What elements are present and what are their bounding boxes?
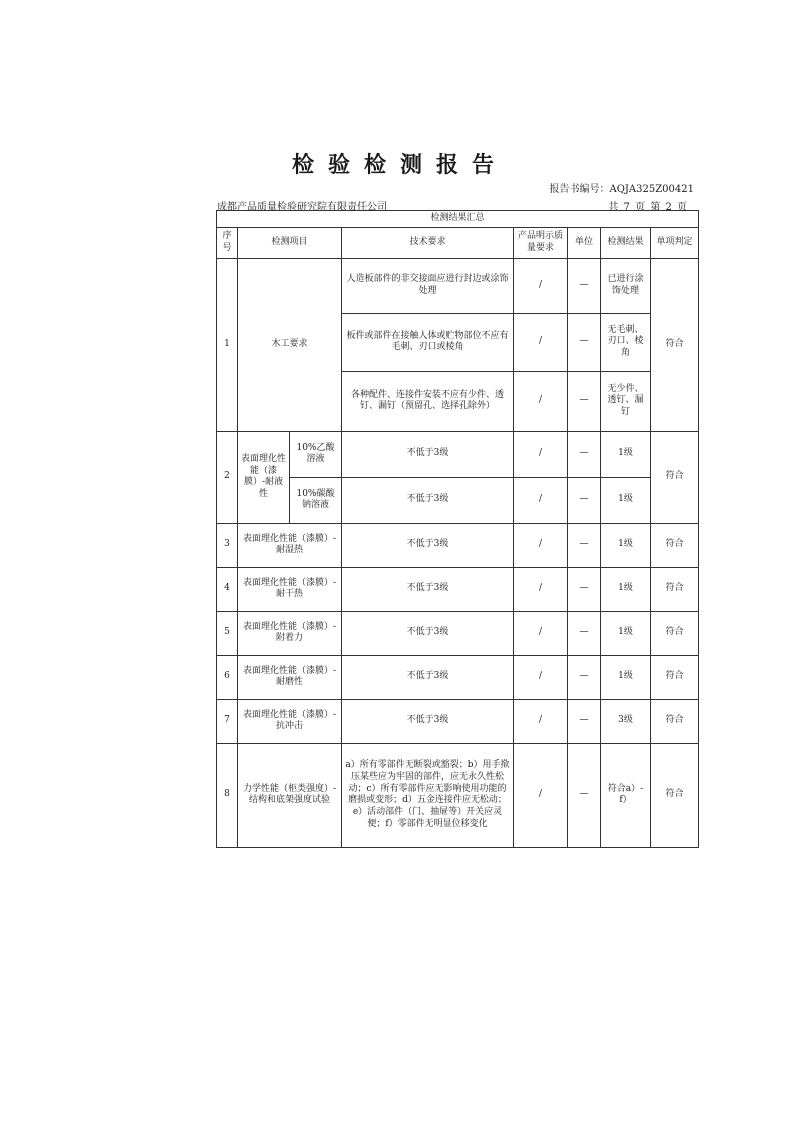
- row-result: 1级: [601, 655, 651, 699]
- row-result: 3级: [601, 699, 651, 743]
- row-item: 表面理化性能（漆膜）-附着力: [238, 611, 342, 655]
- table-row: [217, 699, 699, 743]
- row-requirement: 不低于3级: [342, 655, 514, 699]
- row-claimed: /: [514, 699, 568, 743]
- company-name: 成都产品质量检验研究院有限责任公司: [217, 202, 387, 213]
- row-claimed: /: [514, 655, 568, 699]
- row-no: 5: [217, 611, 238, 655]
- row-claimed: /: [514, 477, 568, 523]
- row-unit: —: [568, 258, 601, 313]
- col-header-no: 序号: [217, 227, 238, 258]
- row-item: 表面理化性能（漆膜）-耐干热: [238, 567, 342, 611]
- row-unit: —: [568, 567, 601, 611]
- row-no: 7: [217, 699, 238, 743]
- row-result: 1级: [601, 431, 651, 477]
- row-unit: —: [568, 655, 601, 699]
- col-header-result: 检测结果: [601, 227, 651, 258]
- table-caption: 检测结果汇总: [217, 211, 699, 228]
- table-row: [217, 477, 699, 523]
- row-item: 表面理化性能（漆膜）-抗冲击: [238, 699, 342, 743]
- row-result: 无毛刺、刃口、棱角: [601, 313, 651, 371]
- row-requirement: 不低于3级: [342, 477, 514, 523]
- row-item: 木工要求: [238, 258, 342, 431]
- row-verdict: 符合: [651, 655, 699, 699]
- row-verdict: 符合: [651, 699, 699, 743]
- col-header-unit: 单位: [568, 227, 601, 258]
- row-unit: —: [568, 523, 601, 567]
- row-result: 已进行涂饰处理: [601, 258, 651, 313]
- row-claimed: /: [514, 258, 568, 313]
- row-verdict: 符合: [651, 258, 699, 431]
- results-table: [216, 210, 699, 848]
- row-claimed: /: [514, 743, 568, 847]
- table-header-row: [217, 227, 699, 258]
- row-requirement: 不低于3级: [342, 523, 514, 567]
- row-requirement: 人造板部件的非交接面应进行封边或涂饰处理: [342, 258, 514, 313]
- table-row: [217, 611, 699, 655]
- table-row: [217, 567, 699, 611]
- row-result: 1级: [601, 611, 651, 655]
- row-requirement: 不低于3级: [342, 611, 514, 655]
- col-header-claimed: 产品明示质量要求: [514, 227, 568, 258]
- row-result: 1级: [601, 567, 651, 611]
- row-result: 1级: [601, 477, 651, 523]
- row-no: 1: [217, 258, 238, 431]
- row-no: 4: [217, 567, 238, 611]
- row-item: 表面理化性能（漆膜）-耐湿热: [238, 523, 342, 567]
- row-no: 3: [217, 523, 238, 567]
- table-row: [217, 523, 699, 567]
- row-claimed: /: [514, 567, 568, 611]
- row-unit: —: [568, 371, 601, 431]
- table-row: [217, 743, 699, 847]
- row-subitem: 10%乙酸溶液: [290, 431, 342, 477]
- row-verdict: 符合: [651, 431, 699, 523]
- row-requirement: 不低于3级: [342, 567, 514, 611]
- table-row: [217, 431, 699, 477]
- table-row: [217, 258, 699, 313]
- col-header-requirement: 技术要求: [342, 227, 514, 258]
- row-verdict: 符合: [651, 567, 699, 611]
- row-requirement: 不低于3级: [342, 699, 514, 743]
- table-row: [217, 655, 699, 699]
- row-requirement: 板件或部件在接触人体或贮物部位不应有毛刺、刃口或棱角: [342, 313, 514, 371]
- row-item: 表面理化性能（漆膜）-耐液性: [238, 431, 290, 523]
- row-claimed: /: [514, 611, 568, 655]
- row-unit: —: [568, 743, 601, 847]
- page-info: 共 7 页 第 2 页: [608, 202, 688, 213]
- report-number: 报告书编号：AQJA325Z00421: [549, 184, 694, 195]
- col-header-item: 检测项目: [238, 227, 342, 258]
- row-unit: —: [568, 313, 601, 371]
- row-unit: —: [568, 611, 601, 655]
- row-requirement: 各种配件、连接件安装不应有少件、透钉、漏钉（预留孔、选择孔除外）: [342, 371, 514, 431]
- row-result: 符合a）-f）: [601, 743, 651, 847]
- row-claimed: /: [514, 313, 568, 371]
- report-title: 检验检测报告: [291, 152, 508, 178]
- row-result: 1级: [601, 523, 651, 567]
- row-verdict: 符合: [651, 523, 699, 567]
- row-claimed: /: [514, 431, 568, 477]
- row-unit: —: [568, 699, 601, 743]
- row-item: 力学性能（柜类强度）-结构和底架强度试验: [238, 743, 342, 847]
- row-no: 8: [217, 743, 238, 847]
- row-claimed: /: [514, 371, 568, 431]
- row-unit: —: [568, 477, 601, 523]
- row-claimed: /: [514, 523, 568, 567]
- row-verdict: 符合: [651, 611, 699, 655]
- row-unit: —: [568, 431, 601, 477]
- col-header-verdict: 单项判定: [651, 227, 699, 258]
- row-requirement: a）所有零部件无断裂或豁裂；b）用手揿压某些应为牢固的部件，应无永久性松动；c）所有零部件应无影响使用功能的磨损或变形；d）五金连接件应无松动；e）活动部件（门、抽屉等）开关应灵便；f）零部件无明显位移变化: [342, 743, 514, 847]
- row-requirement: 不低于3级: [342, 431, 514, 477]
- row-verdict: 符合: [651, 743, 699, 847]
- row-no: 6: [217, 655, 238, 699]
- row-item: 表面理化性能（漆膜）-耐磨性: [238, 655, 342, 699]
- row-result: 无少件、透钉、漏钉: [601, 371, 651, 431]
- row-subitem: 10%碳酸钠溶液: [290, 477, 342, 523]
- row-no: 2: [217, 431, 238, 523]
